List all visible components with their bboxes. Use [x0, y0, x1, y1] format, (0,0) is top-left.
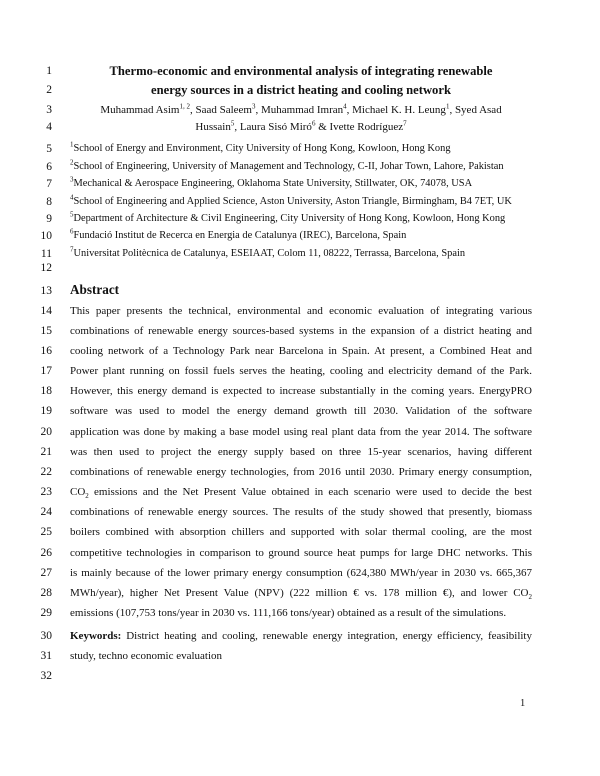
co2-text: CO	[70, 486, 86, 498]
line-number: 15	[40, 325, 52, 337]
line-number: 31	[40, 650, 52, 662]
line-number: 17	[40, 365, 52, 377]
author-name: Hussain	[195, 121, 231, 133]
author-name: Muhammad Asim	[100, 104, 180, 116]
line-number: 21	[40, 446, 52, 458]
author-name: & Ivette Rodríguez	[315, 121, 404, 133]
line-number: 25	[40, 526, 52, 538]
keywords-text: District heating and cooling, renewable energy integration, energy efficiency, feasibility	[121, 630, 532, 642]
line-number: 28	[40, 587, 52, 599]
abstract-line: was then used to project the energy supply based on three 15-year scenarios, having different	[70, 446, 532, 458]
author-affil-sup: 1	[445, 102, 450, 111]
abstract-text: MWh/year), higher Net Present Value (NPV) (222 million € vs. 178 million €), and lower CO	[70, 587, 529, 599]
line-number: 32	[40, 670, 52, 682]
author-name: , Muhammad Imran	[255, 104, 344, 116]
affiliation-number: 2	[70, 158, 74, 167]
line-number: 2	[46, 84, 52, 96]
line-number: 18	[40, 385, 52, 397]
author-line-1	[70, 103, 532, 117]
affiliation-text: Department of Architecture & Civil Engineering, City University of Hong Kong, Kowloon, Hong Kong	[73, 213, 506, 224]
author-affil-sup: 6	[311, 119, 316, 128]
line-number: 29	[40, 607, 52, 619]
line-number: 9	[46, 213, 52, 225]
author-affil-sup: 7	[403, 119, 407, 128]
affiliation	[70, 195, 532, 209]
author-name: , Saad Saleem	[189, 104, 252, 116]
abstract-line: is mainly because of the lower primary energy consumption (624,380 MWh/year in 2030 vs. 665,367	[70, 567, 532, 579]
abstract-heading: Abstract	[70, 282, 120, 297]
abstract-line	[70, 485, 532, 499]
affiliation-text: School of Energy and Environment, City University of Hong Kong, Kowloon, Hong Kong	[73, 143, 451, 154]
affiliation	[70, 160, 532, 174]
line-number: 26	[40, 547, 52, 559]
author-affil-sup: 3	[251, 102, 256, 111]
line-number: 14	[40, 305, 52, 317]
abstract-line: However, this energy demand is expected to increase substantially in the coming years. EnergyPRO	[70, 385, 532, 397]
affiliation-number: 3	[70, 175, 74, 184]
line-number: 13	[40, 285, 52, 297]
line-number: 5	[46, 143, 52, 155]
affiliation	[70, 142, 532, 156]
line-number: 1	[46, 65, 52, 77]
abstract-line: combinations of renewable energy technologies, from 2016 until 2030. Primary energy consumption,	[70, 466, 532, 478]
abstract-line: combinations of renewable energy sources-based systems in the expansion of a district heating and	[70, 325, 532, 337]
abstract-line: cooling network of a Technology Park near Barcelona in Spain. At present, a Combined Heat and	[70, 345, 532, 357]
line-number: 30	[40, 630, 52, 642]
affiliation-number: 1	[70, 140, 74, 149]
line-number: 12	[40, 262, 52, 274]
affiliation-text: School of Engineering, University of Management and Technology, C-II, Johar Town, Lahore, Pakistan	[73, 161, 504, 172]
line-number: 19	[40, 405, 52, 417]
author-name: , Laura Sisó Miró	[234, 121, 312, 133]
keywords-line: study, techno economic evaluation	[70, 650, 223, 662]
abstract-line: This paper presents the technical, environmental and economic evaluation of integrating various	[70, 305, 532, 317]
abstract-text: emissions and the Net Present Value obtained in each scenario were used to decide the best	[88, 486, 532, 498]
line-number: 24	[40, 506, 52, 518]
line-number: 22	[40, 466, 52, 478]
line-number: 10	[40, 230, 52, 242]
author-line-2	[70, 120, 532, 134]
line-number: 4	[46, 121, 52, 133]
abstract-line: application was done by making a base model using real plant data from the year 2014. The software	[70, 426, 532, 438]
line-number: 20	[40, 426, 52, 438]
abstract-line: competitive technologies in comparison to ground source heat pumps for large DHC networks. This	[70, 547, 532, 559]
affiliation-number: 5	[70, 210, 74, 219]
keywords-line	[70, 629, 532, 643]
affiliation-number: 6	[70, 227, 74, 236]
line-number: 3	[46, 104, 52, 116]
affiliation	[70, 247, 532, 261]
line-number: 23	[40, 486, 52, 498]
line-number: 7	[46, 178, 52, 190]
author-name: , Syed Asad	[449, 104, 502, 116]
paper-title-line-1: Thermo-economic and environmental analysis of integrating renewable	[109, 64, 493, 78]
paper-title-line-2: energy sources in a district heating and cooling network	[151, 83, 451, 97]
author-affil-sup: 4	[343, 102, 347, 111]
author-affil-sup: 5	[230, 119, 235, 128]
abstract-line: software was used to model the energy demand growth till 2030. Validation of the software	[70, 405, 532, 417]
affiliation-number: 4	[70, 193, 74, 202]
line-number: 16	[40, 345, 52, 357]
affiliation-text: School of Engineering and Applied Science, Aston University, Aston Triangle, Birmingham, B4 7ET, UK	[73, 196, 512, 207]
line-number: 6	[46, 161, 52, 173]
line-number: 27	[40, 567, 52, 579]
affiliation-text: Universitat Politècnica de Catalunya, ESEIAAT, Colom 11, 08222, Terrassa, Barcelona, Spain	[73, 248, 466, 259]
author-affil-sup: 1, 2	[179, 102, 190, 111]
abstract-line	[70, 586, 532, 600]
author-name: , Michael K. H. Leung	[346, 104, 446, 116]
page-number: 1	[520, 698, 526, 709]
abstract-line: Power plant running on fossil fuels serves the heating, cooling and electricity demand of the Park.	[70, 365, 532, 377]
keywords-label: Keywords:	[70, 630, 122, 642]
affiliation	[70, 177, 532, 191]
co2-subscript: 2	[528, 593, 532, 602]
affiliation-text: Fundació Institut de Recerca en Energia de Catalunya (IREC), Barcelona, Spain	[73, 230, 407, 241]
affiliation	[70, 229, 532, 243]
line-number: 8	[46, 196, 52, 208]
affiliation-number: 7	[70, 245, 74, 254]
co2-subscript: 2	[85, 492, 89, 501]
line-number: 11	[40, 248, 52, 260]
affiliation-text: Mechanical & Aerospace Engineering, Oklahoma State University, Stillwater, OK, 74078, USA	[73, 178, 473, 189]
abstract-line: combinations of renewable energy sources. The results of the study showed that presently, biomass	[70, 506, 532, 518]
abstract-line: emissions (107,753 tons/year in 2030 vs. 111,166 tons/year) obtained as a result of the simulations.	[70, 607, 507, 619]
abstract-line: boilers combined with absorption chillers and supported with solar thermal cooling, are the most	[70, 526, 532, 538]
affiliation	[70, 212, 532, 226]
